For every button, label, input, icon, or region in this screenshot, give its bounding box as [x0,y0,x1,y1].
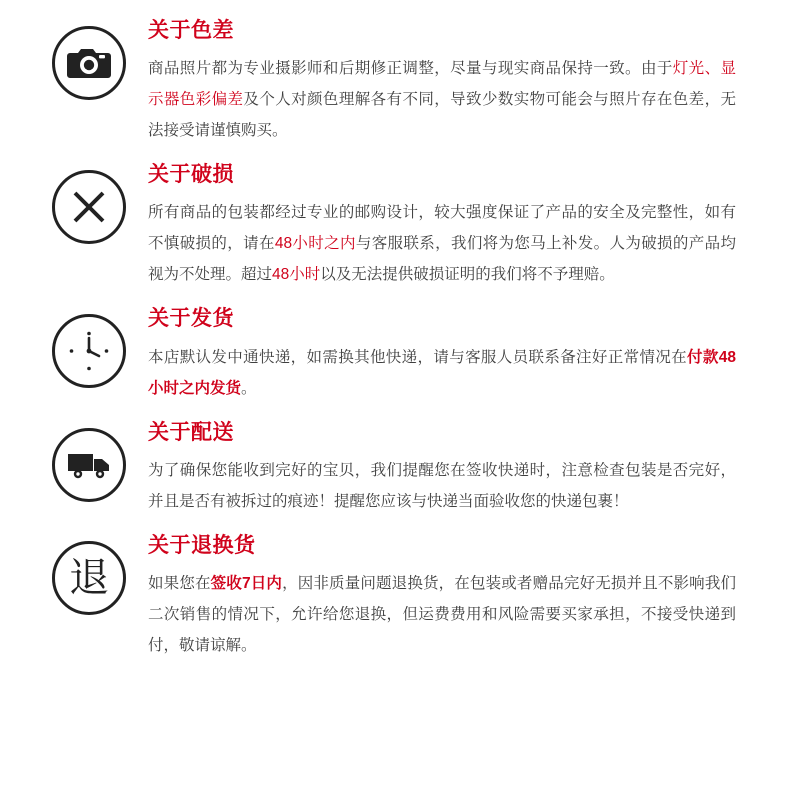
section-body [148,197,736,290]
body-part: ，因非质量问题退换货，在包装或者赠品完好无损并且不影响我们二次销售的情况下，允许给您退换，但运费费用和风险需要买家承担，不接受快递到付，敬请谅解。 [148,574,736,654]
section-shipping [30,306,760,403]
section-title: 关于发货 [148,307,234,331]
body-part-highlight: 付款48小时之内发货 [148,348,736,397]
icon-column [30,420,148,502]
camera-icon [52,26,126,100]
icon-column [30,533,148,615]
body-part: 及个人对颜色理解各有不同，导致少数实物可能会与照片存在色差，无法接受请谨慎购买。 [148,91,736,140]
cross-circle-icon [52,170,126,244]
section-body [148,53,736,146]
icon-column [30,162,148,244]
section-title: 关于配送 [148,420,234,444]
return-icon [52,541,126,615]
body-part: 商品照片都为专业摄影师和后期修正调整，尽量与现实商品保持一致。由于 [148,60,673,78]
body-part: 。 [241,379,257,397]
body-part: 所有商品的包装都经过专业的邮购设计，较大强度保证了产品的安全及完整性，如有不慎破损的，请在 [148,204,736,253]
truck-icon [52,428,126,502]
section-title: 关于色差 [148,19,234,42]
section-body [148,342,736,404]
section-color-difference [30,18,760,146]
body-part: 本店默认发中通快递，如需换其他快递，请与客服人员联系备注好正常情况在 [148,348,688,366]
body-part-highlight: 48小时之内 [274,235,356,253]
body-part: 与客服联系，我们将为您马上补发。人为破损的产品均视为不处理。超过 [148,235,736,284]
icon-column [30,18,148,100]
section-title: 关于破损 [148,163,234,187]
section-body [148,568,736,661]
body-part: 为了确保您能收到完好的宝贝，我们提醒您在签收快递时，注意检查包装是否完好，并且是否有被拆过的痕迹！提醒您应该与快递当面验收您的快递包裹！ [148,461,736,510]
section-returns [30,533,760,661]
body-part-highlight: 48小时 [272,266,321,284]
text-column [148,18,760,146]
section-damage [30,162,760,290]
section-title: 关于退换货 [148,533,256,557]
text-column [148,420,760,517]
text-column [148,533,760,661]
return-glyph: 退 [69,554,109,600]
body-part: 以及无法提供破损证明的我们将不予理赔。 [320,266,615,284]
section-delivery [30,420,760,517]
text-column [148,306,760,403]
section-body [148,455,736,517]
icon-column [30,306,148,388]
clock-icon [52,314,126,388]
text-column [148,162,760,290]
body-part-highlight: 灯光、显示器色彩偏差 [148,60,736,109]
body-part-highlight: 签收7日内 [210,574,283,592]
body-part: 如果您在 [148,574,211,592]
